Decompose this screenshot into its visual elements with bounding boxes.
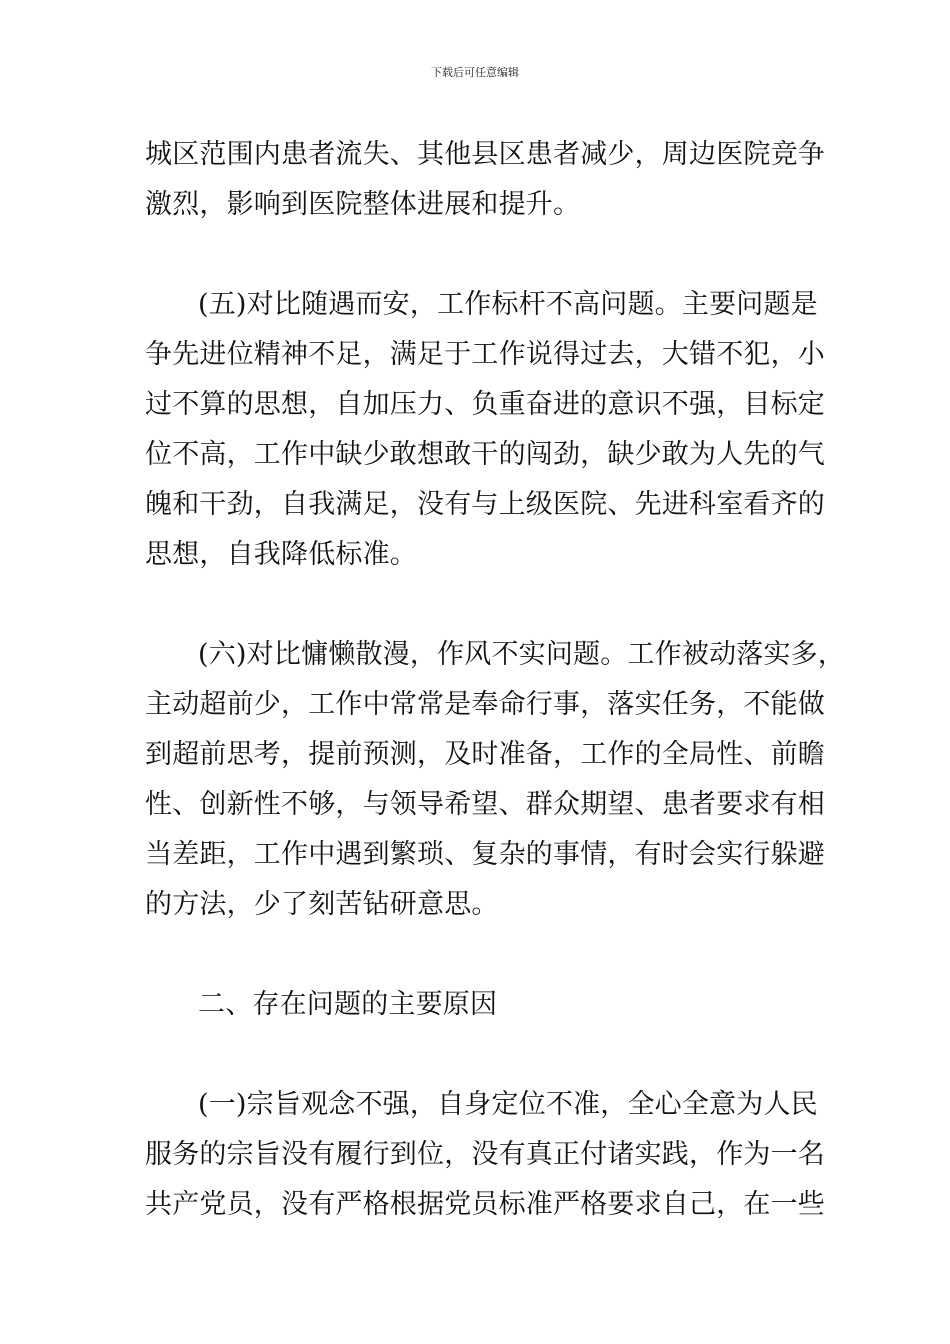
- text-line: 的方法，少了刻苦钻研意思。: [145, 889, 499, 920]
- text-line: 共产党员，没有严格根据党员标准严格要求自己，在一些: [145, 1189, 825, 1220]
- text-line: 到超前思考，提前预测，及时准备，工作的全局性、前瞻: [145, 739, 825, 770]
- text-line: 位不高，工作中缺少敢想敢干的闯劲，缺少敢为人先的气: [145, 439, 825, 470]
- text-line: (六)对比慵懒散漫，作风不实问题。工作被动落实多，: [198, 639, 846, 670]
- text-line: 性、创新性不够，与领导希望、群众期望、患者要求有相: [145, 789, 825, 820]
- text-line: 过不算的思想，自加压力、负重奋进的意识不强，目标定: [145, 389, 825, 420]
- text-line: 主动超前少，工作中常常是奉命行事，落实任务，不能做: [145, 689, 825, 720]
- text-line: (五)对比随遇而安，工作标杆不高问题。主要问题是: [198, 289, 818, 320]
- text-line: (一)宗旨观念不强，自身定位不准，全心全意为人民: [198, 1089, 818, 1120]
- page-header: 下载后可任意编辑: [431, 66, 519, 79]
- section-heading: 二、存在问题的主要原因: [198, 989, 498, 1020]
- text-line: 魄和干劲，自我满足，没有与上级医院、先进科室看齐的: [145, 489, 825, 520]
- text-line: 激烈，影响到医院整体进展和提升。: [145, 189, 581, 220]
- text-line: 争先进位精神不足，满足于工作说得过去，大错不犯，小: [145, 339, 825, 370]
- text-line: 服务的宗旨没有履行到位，没有真正付诸实践，作为一名: [145, 1139, 825, 1170]
- text-line: 当差距，工作中遇到繁琐、复杂的事情，有时会实行躲避: [145, 839, 825, 870]
- text-line: 思想，自我降低标准。: [145, 539, 417, 570]
- text-line: 城区范围内患者流失、其他县区患者减少，周边医院竞争: [145, 139, 825, 170]
